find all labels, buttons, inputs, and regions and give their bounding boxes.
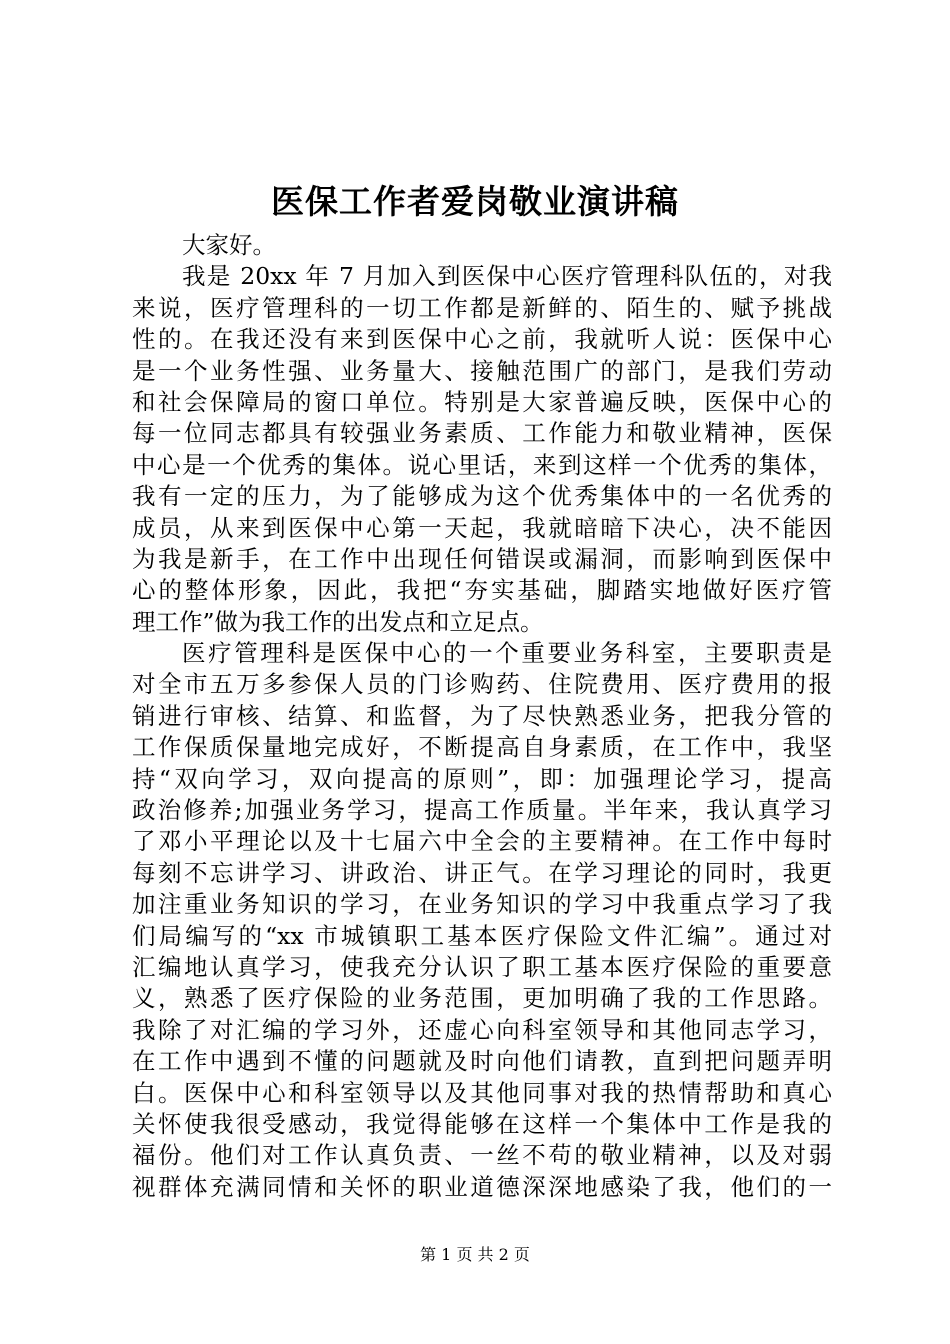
page-title: 医保工作者爱岗敬业演讲稿	[271, 182, 679, 221]
body-line: 中心是一个优秀的集体。说心里话，来到这样一个优秀的集体，	[132, 450, 832, 479]
body-line: 来说，医疗管理科的一切工作都是新鲜的、陌生的、赋予挑战	[132, 293, 832, 322]
body-line: 性的。在我还没有来到医保中心之前，我就听人说：医保中心	[132, 325, 832, 354]
body-line: 为我是新手，在工作中出现任何错误或漏洞，而影响到医保中	[132, 544, 832, 573]
body-line: 白。医保中心和科室领导以及其他同事对我的热情帮助和真心	[132, 1078, 832, 1107]
body-line: 汇编地认真学习，使我充分认识了职工基本医疗保险的重要意	[132, 952, 832, 981]
body-line: 工作保质保量地完成好，不断提高自身素质，在工作中，我坚	[132, 733, 832, 762]
body-line: 成员，从来到医保中心第一天起，我就暗暗下决心，决不能因	[132, 513, 832, 542]
body-line: 福份。他们对工作认真负责、一丝不苟的敬业精神，以及对弱	[132, 1141, 832, 1170]
body-line: 是一个业务性强、业务量大、接触范围广的部门，是我们劳动	[132, 356, 832, 385]
body-line: 每刻不忘讲学习、讲政治、讲正气。在学习理论的同时，我更	[132, 858, 832, 887]
body-line: 关怀使我很受感动，我觉得能够在这样一个集体中工作是我的	[132, 1109, 832, 1138]
body-line: 视群体充满同情和关怀的职业道德深深地感染了我，他们的一	[132, 1172, 832, 1201]
page-footer: 第 1 页 共 2 页	[420, 1245, 530, 1264]
document-body	[132, 230, 832, 1203]
body-line: 我是 20xx 年 7 月加入到医保中心医疗管理科队伍的，对我	[182, 262, 832, 291]
body-line: 我有一定的压力，为了能够成为这个优秀集体中的一名优秀的	[132, 482, 832, 511]
body-line: 持“双向学习，双向提高的原则”，即：加强理论学习，提高	[132, 764, 832, 793]
body-line: 们局编写的“xx 市城镇职工基本医疗保险文件汇编”。通过对	[132, 921, 832, 950]
body-line: 了邓小平理论以及十七届六中全会的主要精神。在工作中每时	[132, 827, 832, 856]
body-line: 大家好。	[182, 231, 276, 259]
body-line: 和社会保障局的窗口单位。特别是大家普遍反映，医保中心的	[132, 387, 832, 416]
body-line: 义，熟悉了医疗保险的业务范围，更加明确了我的工作思路。	[132, 984, 832, 1013]
body-line: 每一位同志都具有较强业务素质、工作能力和敬业精神，医保	[132, 419, 832, 448]
body-line: 理工作”做为我工作的出发点和立足点。	[132, 607, 544, 636]
body-line: 对全市五万多参保人员的门诊购药、住院费用、医疗费用的报	[132, 670, 832, 699]
body-line: 加注重业务知识的学习，在业务知识的学习中我重点学习了我	[132, 890, 832, 919]
body-line: 在工作中遇到不懂的问题就及时向他们请教，直到把问题弄明	[132, 1047, 832, 1076]
body-line: 心的整体形象，因此，我把“夯实基础，脚踏实地做好医疗管	[132, 576, 832, 605]
body-line: 政治修养;加强业务学习，提高工作质量。半年来，我认真学习	[132, 796, 832, 825]
body-line: 我除了对汇编的学习外，还虚心向科室领导和其他同志学习，	[132, 1015, 832, 1044]
body-line: 销进行审核、结算、和监督，为了尽快熟悉业务，把我分管的	[132, 701, 832, 730]
body-line: 医疗管理科是医保中心的一个重要业务科室，主要职责是	[182, 639, 832, 668]
